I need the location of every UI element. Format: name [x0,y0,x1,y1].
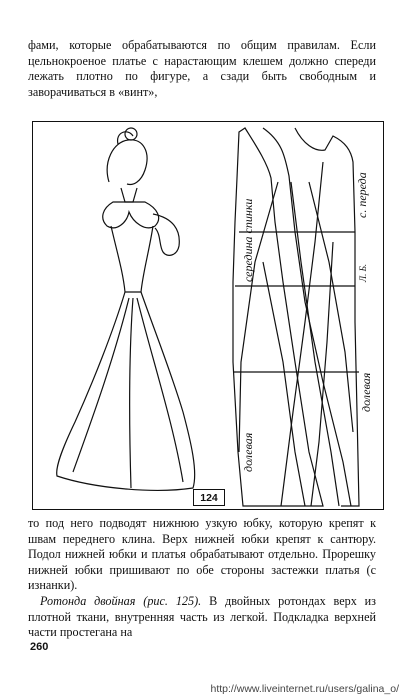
back-center-label: середина спинки [241,198,255,282]
figure-124 [32,121,384,510]
front-center-label: с. переда [355,172,369,218]
figure-number: 124 [193,489,225,506]
bottom-paragraph: то под него подводят нижнюю узкую юбку, которую крепят к швам переднего клина. Верх нижней юбки крепят к сантюру. Подол нижней юбки и платья обрабатывают отдельно. Прорешку нижней юбки пришивают по обе стороны застежки платья (с изнанки). [28,516,376,593]
top-paragraph: фами, которые обрабатываются по общим правилам. Если цельнокроеное платье с нарастающим клешем должно спереди лежать плотно по фигуре, а сзади быть свободным и заворачиваться в «винт», [28,38,376,99]
grain-line-label-left: долевая [241,432,255,472]
page-number: 260 [30,641,49,653]
grain-line-label-right: долевая [359,372,373,412]
section-paragraph [28,594,376,641]
section-heading: Ротонда двойная (рис. 125). [40,594,202,608]
source-url[interactable]: http://www.liveinternet.ru/users/galina_o/ [210,683,399,695]
section-text: В двойных ротондах верх из плотной ткани, внутренняя часть из легкой. Подкладка верхней части простегана на [28,594,376,640]
dress-pattern-illustration [33,122,385,511]
marker-label: Л. Б. [358,263,368,282]
